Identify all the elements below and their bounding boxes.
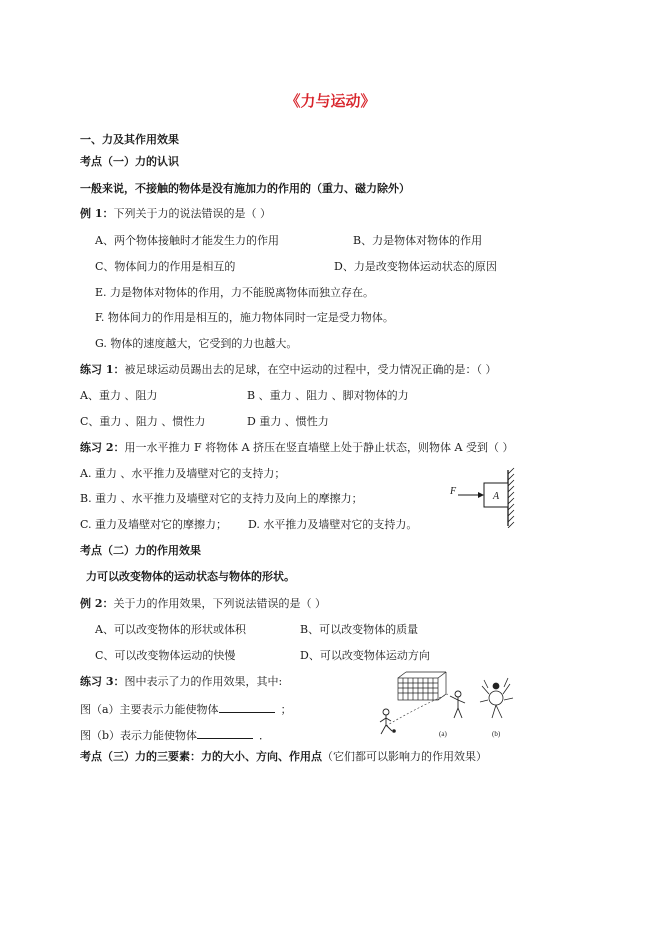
force-label: F (450, 486, 457, 497)
football (392, 729, 396, 733)
example-1-stem: 下列关于力的说法错误的是（ ） (113, 207, 271, 220)
key-point-2-heading: 考点（二）力的作用效果 (80, 544, 201, 557)
example-2-option-d: D、可以改变物体运动方向 (300, 649, 430, 662)
key-point-3-note: （它们都可以影响力的作用效果） (322, 750, 487, 763)
section-heading-1: 一、力及其作用效果 (80, 133, 179, 146)
practice-1-label: 练习 1： (80, 363, 125, 376)
block-label: A (493, 491, 500, 502)
practice-2-label: 练习 2： (80, 441, 125, 454)
kicker-figure (380, 709, 392, 734)
header-figure (480, 678, 513, 718)
practice-3-part-b-text: 图（b）表示力能使物体 (80, 729, 198, 742)
answer-blank-b[interactable] (197, 727, 253, 739)
practice-3-part-a (80, 701, 292, 717)
wall-hatching (508, 468, 514, 528)
practice-2-option-d: D. 水平推力及墙壁对它的支持力。 (248, 518, 418, 531)
practice-3-label: 练习 3： (80, 675, 125, 688)
figure-b-label: (b) (492, 730, 501, 738)
rule-text-1: 一般来说，不接触的物体是没有施加力的作用的（重力、磁力除外） (80, 182, 410, 195)
practice-1-question (80, 363, 496, 377)
example-2-label: 例 2： (80, 597, 114, 610)
example-1-option-f: F. 物体间力的作用是相互的，施力物体同时一定是受力物体。 (95, 311, 394, 324)
example-2-option-a: A、可以改变物体的形状或体积 (95, 623, 246, 636)
practice-3-part-a-end: ； (280, 703, 292, 716)
ball-trajectory (386, 694, 448, 726)
example-2-stem: 关于力的作用效果，下列说法错误的是（ ） (113, 597, 326, 610)
practice-3-question (80, 675, 282, 689)
example-1-option-e: E. 力是物体对物体的作用，力不能脱离物体而独立存在。 (95, 286, 375, 299)
example-1-option-g: G. 物体的速度越大，它受到的力也越大。 (95, 337, 298, 350)
example-2-option-c: C、可以改变物体运动的快慢 (95, 649, 236, 662)
figure-a-label: (a) (439, 730, 447, 738)
example-2-question (80, 597, 326, 611)
practice-2-option-a: A. 重力 、水平推力及墙壁对它的支持力； (80, 467, 286, 480)
example-1-label: 例 1： (80, 207, 114, 220)
key-point-1-heading: 考点（一）力的认识 (80, 155, 179, 168)
practice-1-stem: 被足球运动员踢出去的足球，在空中运动的过程中，受力情况正确的是：（ ） (124, 363, 497, 376)
example-1-option-b: B、力是物体对物体的作用 (353, 234, 483, 247)
practice-3-stem: 图中表示了力的作用效果，其中: (124, 675, 283, 688)
practice-3-part-a-text: 图（a）主要表示力能使物体 (80, 703, 219, 716)
example-1-option-c: C、物体间力的作用是相互的 (95, 260, 236, 273)
page-title: 《力与运动》 (285, 92, 376, 110)
force-arrow-head (478, 492, 484, 498)
practice-2-option-c: C. 重力及墙壁对它的摩擦力； (80, 518, 228, 531)
practice-2-question (80, 441, 513, 455)
practice-1-option-c: C、重力 、阻力 、惯性力 (80, 415, 206, 428)
key-point-3-heading: 考点（三）力的三要素：力的大小、方向、作用点 (80, 750, 322, 763)
goal-net (398, 672, 446, 700)
example-2-option-b: B、可以改变物体的质量 (300, 623, 419, 636)
rule-text-2: 力可以改变物体的运动状态与物体的形状。 (86, 570, 295, 583)
goalkeeper-figure (450, 691, 465, 718)
example-1-option-a: A、两个物体接触时才能发生力的作用 (95, 234, 279, 247)
example-1-question (80, 207, 271, 221)
force-block-wall-figure (440, 466, 520, 528)
practice-1-option-b: B 、重力 、阻力 、脚对物体的力 (247, 389, 409, 402)
practice-3-part-b (80, 727, 270, 743)
football-illustration (376, 668, 522, 742)
practice-2-option-b: B. 重力 、水平推力及墙壁对它的支持力及向上的摩擦力； (80, 492, 363, 505)
answer-blank-a[interactable] (219, 701, 275, 713)
practice-3-part-b-end: ． (259, 729, 271, 742)
key-point-3-line (80, 750, 487, 764)
practice-2-stem: 用一水平推力 F 将物体 A 挤压在竖直墙壁上处于静止状态，则物体 A 受到（ ） (124, 441, 514, 454)
example-1-option-d: D、力是改变物体运动状态的原因 (334, 260, 497, 273)
practice-1-option-a: A、重力 、阻力 (80, 389, 158, 402)
practice-1-option-d: D 重力 、惯性力 (247, 415, 329, 428)
